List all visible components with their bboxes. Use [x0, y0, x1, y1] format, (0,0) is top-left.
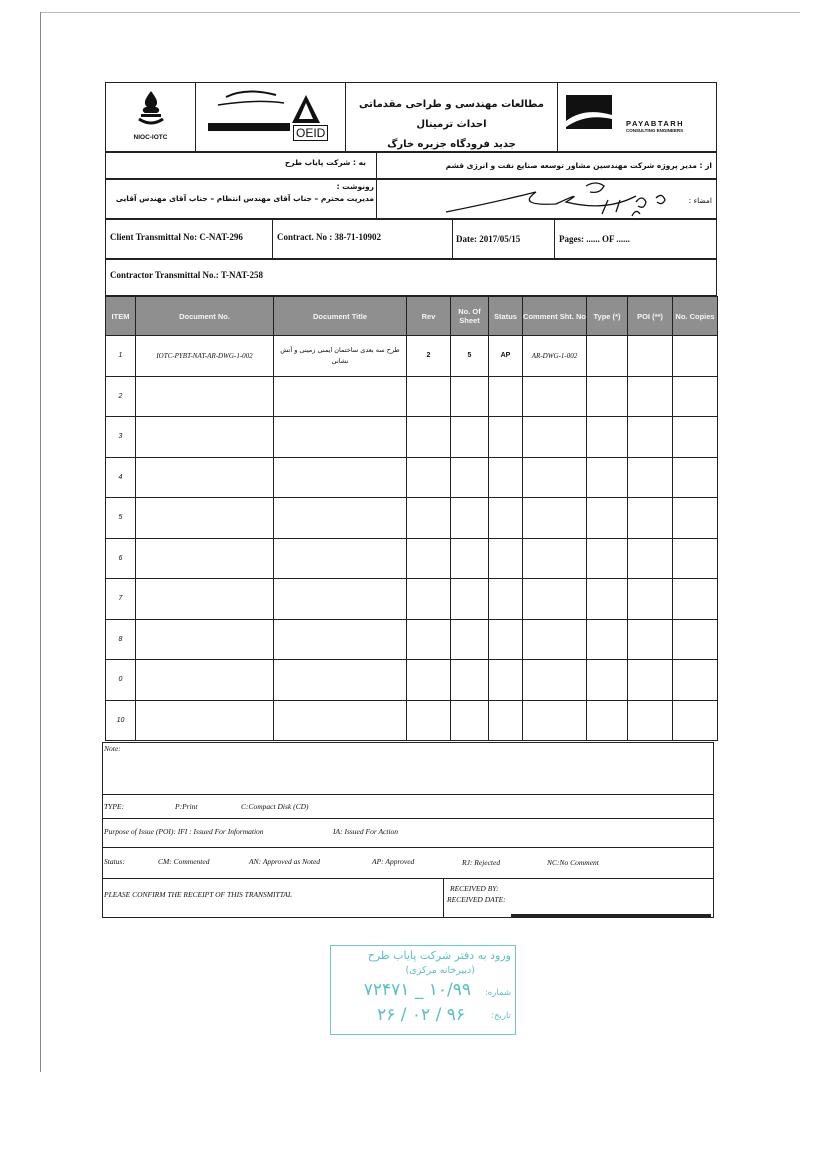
status-rj: RJ: Rejected — [462, 858, 501, 867]
cell-sheets — [451, 660, 489, 701]
cell-copies — [673, 538, 718, 579]
cell-sheets — [451, 619, 489, 660]
cell-type — [587, 538, 628, 579]
table-row — [106, 498, 718, 539]
cell-copies — [673, 660, 718, 701]
cell-title: طرح سه بعدی ساختمان ایمنی زمینی و آتش نشانی — [274, 336, 407, 377]
status-an: AN: Approved as Noted — [249, 857, 321, 866]
purpose-ia: IA: Issued For Action — [333, 827, 399, 836]
cc-text: مدیریت محترم – جناب آقای مهندس انتظام – جناب آقای مهندس آقایی — [115, 194, 374, 203]
payabtarh-sub: CONSULTING ENGINEERS — [626, 128, 684, 133]
client-divider-1 — [272, 220, 273, 258]
stamp-title: ورود به دفتر شرکت پایاب طرح — [367, 949, 511, 962]
cell-title — [274, 619, 407, 660]
cell-comment — [523, 538, 587, 579]
cell-comment — [523, 700, 587, 741]
cell-copies — [673, 336, 718, 377]
cell-copies — [673, 579, 718, 620]
signature-label: امضاء : — [688, 196, 712, 205]
cell-status — [489, 457, 523, 498]
cell-sheets — [451, 376, 489, 417]
status-ap: AP: Approved — [372, 857, 415, 866]
cell-type — [587, 498, 628, 539]
cell-item: 3 — [106, 417, 136, 458]
cell-title — [274, 457, 407, 498]
note-label: Note: — [104, 744, 121, 753]
received-by: RECEIVED BY: — [450, 884, 499, 893]
cell-sheets — [451, 498, 489, 539]
contractor-transmittal-no: Contractor Transmittal No.: T-NAT-258 — [110, 270, 263, 280]
cell-comment — [523, 498, 587, 539]
cell-type — [587, 619, 628, 660]
cell-type — [587, 660, 628, 701]
cell-comment — [523, 660, 587, 701]
cell-item: 0 — [106, 660, 136, 701]
title-line-2: جدید فرودگاه جزیره خارگ — [387, 139, 516, 150]
cc-divider — [376, 180, 377, 218]
cell-poi — [628, 700, 673, 741]
cell-sheets — [451, 700, 489, 741]
oeid-logo — [196, 83, 346, 151]
payabtarh-name: PAYABTARH — [626, 119, 685, 128]
cell-doc_no — [136, 457, 274, 498]
to-text: به : شرکت پایاب طرح — [284, 158, 366, 167]
page-edge-top — [40, 12, 800, 13]
cell-sheets: 5 — [451, 336, 489, 377]
nioc-logo — [106, 83, 196, 151]
col-item: ITEM — [106, 297, 136, 336]
col-status: Status — [489, 297, 523, 336]
cell-rev — [407, 538, 451, 579]
table-row — [106, 660, 718, 701]
status-label: Status: — [104, 857, 125, 866]
cell-doc_no — [136, 660, 274, 701]
col-no-of-sheet: No. Of Sheet — [451, 297, 489, 336]
cell-item: 5 — [106, 498, 136, 539]
contractor-transmittal-row — [105, 259, 717, 296]
cell-rev — [407, 498, 451, 539]
cell-status — [489, 376, 523, 417]
client-transmittal-no: Client Transmittal No: C-NAT-296 — [110, 232, 243, 242]
cell-type — [587, 376, 628, 417]
status-cm: CM: Commented — [158, 857, 210, 866]
cell-type — [587, 457, 628, 498]
cell-doc_no — [136, 579, 274, 620]
table-row — [106, 579, 718, 620]
cell-copies — [673, 619, 718, 660]
cell-item: 10 — [106, 700, 136, 741]
type-print: P:Print — [175, 802, 198, 811]
cell-poi — [628, 336, 673, 377]
cell-title — [274, 700, 407, 741]
cell-copies — [673, 457, 718, 498]
from-text: از : مدیر پروژه شرکت مهندسین مشاور توسعه صنایع نفت و انرژی قشم — [445, 161, 712, 170]
stamp-date-value: ۹۶ / ۰۲ / ۲۶ — [377, 1005, 465, 1025]
cell-title — [274, 579, 407, 620]
cell-type — [587, 336, 628, 377]
to-from-divider — [376, 153, 377, 179]
transmittal-date: Date: 2017/05/15 — [456, 234, 521, 244]
cell-comment — [523, 417, 587, 458]
notes-divider-4 — [103, 878, 713, 879]
cell-title — [274, 660, 407, 701]
purpose-ifi: Purpose of Issue (POI): IFI : Issued For Information — [104, 827, 264, 836]
cell-sheets — [451, 457, 489, 498]
cell-item: 8 — [106, 619, 136, 660]
cell-status — [489, 498, 523, 539]
type-label: TYPE: — [104, 802, 125, 811]
cell-sheets — [451, 538, 489, 579]
cell-rev — [407, 619, 451, 660]
form-header — [105, 82, 717, 152]
cell-comment — [523, 579, 587, 620]
col-document-no: Document No. — [136, 297, 274, 336]
project-title — [346, 83, 558, 151]
cell-rev — [407, 660, 451, 701]
cell-status — [489, 579, 523, 620]
cell-status — [489, 417, 523, 458]
cell-item: 4 — [106, 457, 136, 498]
cell-comment — [523, 457, 587, 498]
cell-poi — [628, 579, 673, 620]
cell-comment: AR-DWG-1-002 — [523, 336, 587, 377]
cell-title — [274, 417, 407, 458]
cell-poi — [628, 498, 673, 539]
client-divider-3 — [554, 220, 555, 258]
cell-rev — [407, 579, 451, 620]
page-edge-left — [40, 12, 41, 1072]
cc-label: رونوشت : — [336, 182, 374, 191]
notes-divider-1 — [103, 794, 713, 795]
nioc-label: NIOC-IOTC — [133, 134, 168, 141]
cell-title — [274, 498, 407, 539]
oeid-label: OEID — [293, 125, 328, 141]
col-no-copies: No. Copies — [673, 297, 718, 336]
stamp-number-label: شماره: — [484, 988, 511, 998]
cell-status — [489, 619, 523, 660]
client-transmittal-row — [105, 219, 717, 259]
received-stamp — [330, 945, 516, 1035]
table-row — [106, 538, 718, 579]
notes-section — [102, 742, 714, 918]
cell-sheets — [451, 579, 489, 620]
transmittal-form — [105, 82, 717, 918]
cell-type — [587, 417, 628, 458]
cell-status — [489, 660, 523, 701]
cell-rev: 2 — [407, 336, 451, 377]
cell-item: 6 — [106, 538, 136, 579]
cell-status — [489, 700, 523, 741]
cell-poi — [628, 538, 673, 579]
cell-poi — [628, 457, 673, 498]
receipt-divider — [443, 878, 444, 918]
table-row — [106, 417, 718, 458]
cell-poi — [628, 417, 673, 458]
status-nc: NC:No Comment — [547, 858, 599, 867]
table-header-row — [106, 297, 718, 336]
cell-doc_no — [136, 498, 274, 539]
contract-no: Contract. No : 38-71-10902 — [277, 232, 381, 242]
table-row — [106, 619, 718, 660]
table-row — [106, 700, 718, 741]
cell-doc_no: IOTC-PYBT-NAT-AR-DWG-1-002 — [136, 336, 274, 377]
cell-copies — [673, 417, 718, 458]
notes-divider-2 — [103, 818, 713, 819]
stamp-number-value: ۱۰/۹۹ _ ۷۲۴۷۱ — [363, 980, 471, 1000]
cc-row — [105, 179, 717, 219]
table-row — [106, 376, 718, 417]
cell-item: 7 — [106, 579, 136, 620]
document-items-table — [105, 296, 718, 741]
col-rev: Rev — [407, 297, 451, 336]
type-cd: C:Compact Disk (CD) — [241, 802, 309, 811]
cell-rev — [407, 700, 451, 741]
cell-rev — [407, 417, 451, 458]
client-divider-2 — [452, 220, 453, 258]
cell-doc_no — [136, 700, 274, 741]
cell-copies — [673, 376, 718, 417]
scan-shadow-bar — [511, 914, 711, 918]
pages-count: Pages: ...... OF ...... — [559, 234, 630, 244]
stamp-subtitle: (دبیرخانه مرکزی) — [405, 965, 475, 976]
cell-sheets — [451, 417, 489, 458]
confirm-receipt: PLEASE CONFIRM THE RECEIPT OF THIS TRANSMITTAL — [104, 890, 293, 899]
cell-rev — [407, 457, 451, 498]
payabtarh-mark-icon — [564, 93, 624, 133]
table-row — [106, 336, 718, 377]
cell-status — [489, 538, 523, 579]
cell-title — [274, 376, 407, 417]
cell-doc_no — [136, 619, 274, 660]
cell-doc_no — [136, 376, 274, 417]
cell-copies — [673, 498, 718, 539]
col-poi: POI (**) — [628, 297, 673, 336]
cell-poi — [628, 376, 673, 417]
col-document-title: Document Title — [274, 297, 407, 336]
title-line-1: مطالعات مهندسی و طراحی مقدماتی احداث ترمینال — [358, 99, 544, 130]
payabtarh-logo — [558, 83, 718, 151]
cell-copies — [673, 700, 718, 741]
cell-item: 1 — [106, 336, 136, 377]
col-comment-sht-no: Comment Sht. No — [523, 297, 587, 336]
cell-item: 2 — [106, 376, 136, 417]
stamp-date-label: تاریخ: — [491, 1011, 511, 1021]
cell-status: AP — [489, 336, 523, 377]
cell-comment — [523, 619, 587, 660]
cell-poi — [628, 619, 673, 660]
cell-type — [587, 700, 628, 741]
received-date: RECEIVED DATE: — [447, 895, 506, 904]
cell-poi — [628, 660, 673, 701]
cell-type — [587, 579, 628, 620]
cell-doc_no — [136, 417, 274, 458]
nioc-flame-icon — [131, 89, 171, 127]
table-row — [106, 457, 718, 498]
cell-comment — [523, 376, 587, 417]
col-type: Type (*) — [587, 297, 628, 336]
cell-title — [274, 538, 407, 579]
cell-doc_no — [136, 538, 274, 579]
notes-divider-3 — [103, 847, 713, 848]
cell-rev — [407, 376, 451, 417]
